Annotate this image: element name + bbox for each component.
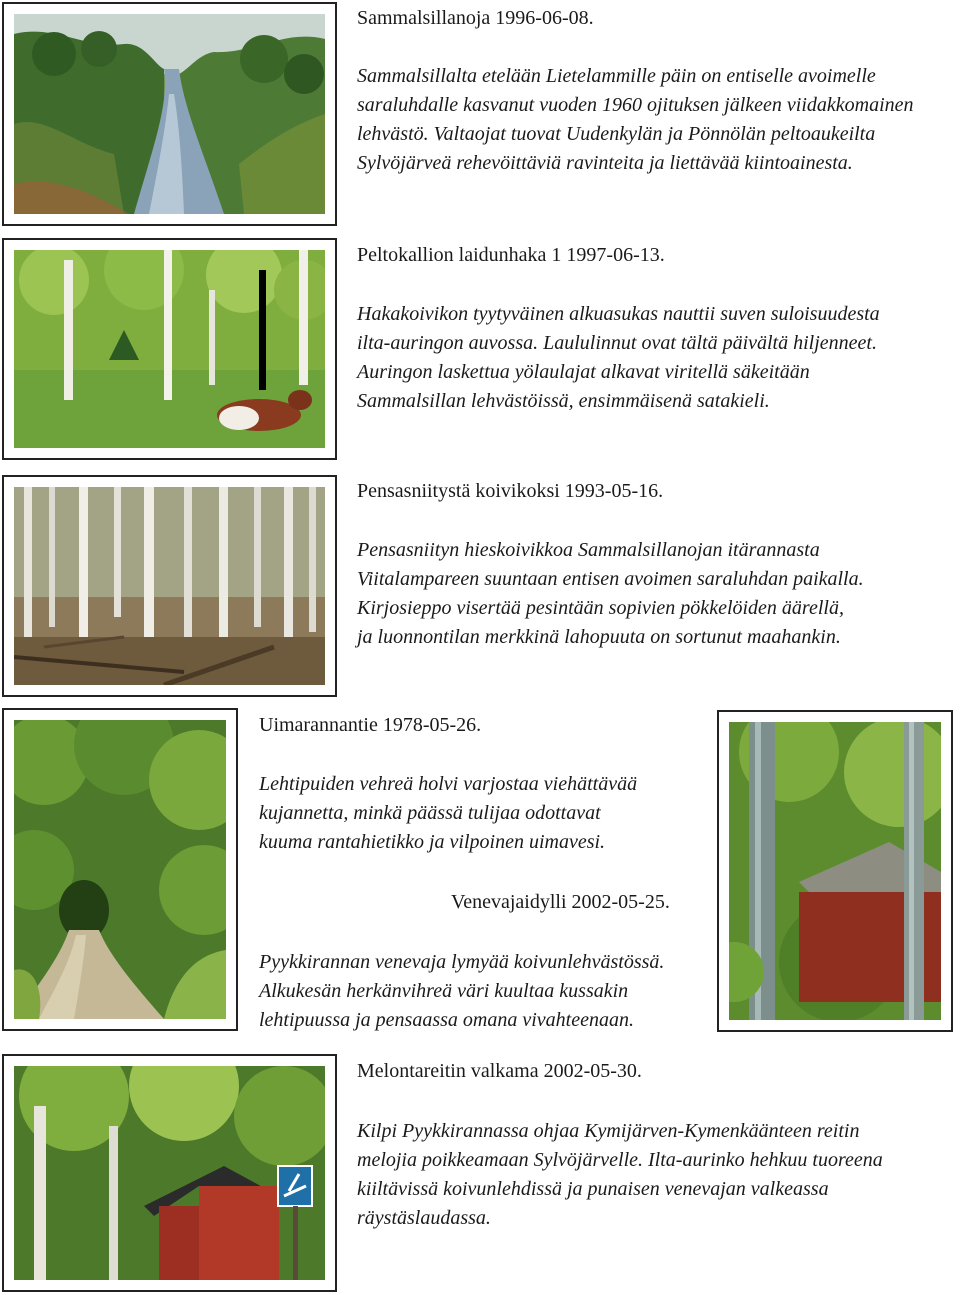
entry-description (357, 62, 914, 178)
birch-woodland-photo (14, 487, 325, 685)
photo-frame-pasture (2, 238, 337, 460)
road-photo (14, 720, 226, 1019)
entry-title: Melontareitin valkama 2002-05-30. (357, 1060, 642, 1082)
description-line: Alkukesän herkänvihreä väri kuultaa kussakin (259, 980, 629, 1002)
description-line: Sylvöjärveä rehevöittäviä ravinteita ja liettävää kiintoainesta. (357, 152, 853, 174)
description-line: Sammalsillalta etelään Lietelammille päin on entiselle avoimelle (357, 65, 876, 87)
entry-description (357, 536, 864, 652)
description-line: Sammalsillan lehvästöissä, ensimmäisenä satakieli. (357, 390, 770, 412)
photo-frame-road (2, 708, 238, 1031)
description-line: kiiltävissä koivunlehdissä ja punaisen venevajan valkeassa (357, 1178, 829, 1200)
entry-title: Uimarannantie 1978-05-26. (259, 714, 482, 736)
description-line: Viitalampareen suuntaan entisen avoimen saraluhdan paikalla. (357, 568, 864, 590)
description-line: kujannetta, minkä päässä tulijaa odottavat (259, 802, 601, 824)
photo-frame-boathouse-birches (717, 710, 953, 1032)
pasture-photo (14, 250, 325, 448)
boathouse-birches-photo (729, 722, 941, 1020)
description-line: Kirjosieppo visertää pesintään sopivien pökkelöiden äärellä, (357, 597, 844, 619)
description-line: lehtipuussa ja pensaassa omana vivahteenaan. (259, 1009, 634, 1031)
description-line: saraluhdalle kasvanut vuoden 1960 ojituksen jälkeen viidakkomainen (357, 94, 914, 116)
canoe-landing-photo (14, 1066, 325, 1280)
photo-frame-canoe-landing (2, 1054, 337, 1292)
photo-frame-birch-woodland (2, 475, 337, 697)
description-line: Lehtipuiden vehreä holvi varjostaa viehättävää (259, 773, 638, 795)
entry-description (259, 948, 664, 1035)
description-line: kuuma rantahietikko ja vilpoinen uimavesi. (259, 831, 606, 853)
entry-description (259, 770, 637, 857)
description-line: Kilpi Pyykkirannassa ohjaa Kymijärven-Kymenkäänteen reitin (357, 1120, 860, 1142)
description-line: räystäslaudassa. (357, 1207, 491, 1229)
description-line: ilta-auringon auvossa. Laululinnut ovat tältä päivältä hiljenneet. (357, 332, 877, 354)
entry-title: Pensasniitystä koivikoksi 1993-05-16. (357, 480, 664, 502)
description-line: ja luonnontilan merkkinä lahopuuta on sortunut maahankin. (357, 626, 841, 648)
photo-frame-ditch (2, 2, 337, 226)
entry-description (357, 1117, 883, 1233)
description-line: Auringon laskettua yölaulajat alkavat viritellä säkeitään (357, 361, 810, 383)
entry-title: Sammalsillanoja 1996-06-08. (357, 7, 594, 29)
entry-title: Peltokallion laidunhaka 1 1997-06-13. (357, 244, 665, 266)
entry-title: Venevajaidylli 2002-05-25. (451, 891, 670, 913)
description-line: Hakakoivikon tyytyväinen alkuasukas nauttii suven suloisuudesta (357, 303, 880, 325)
entry-description (357, 300, 880, 416)
ditch-photo (14, 14, 325, 214)
description-line: lehvästö. Valtaojat tuovat Uudenkylän ja Pönnölän peltoaukeilta (357, 123, 876, 145)
description-line: Pyykkirannan venevaja lymyää koivunlehvästössä. (259, 951, 665, 973)
description-line: Pensasniityn hieskoivikkoa Sammalsillanojan itärannasta (357, 539, 820, 561)
description-line: melojia poikkeamaan Sylvöjärvelle. Ilta-aurinko hehkuu tuoreena (357, 1149, 883, 1171)
